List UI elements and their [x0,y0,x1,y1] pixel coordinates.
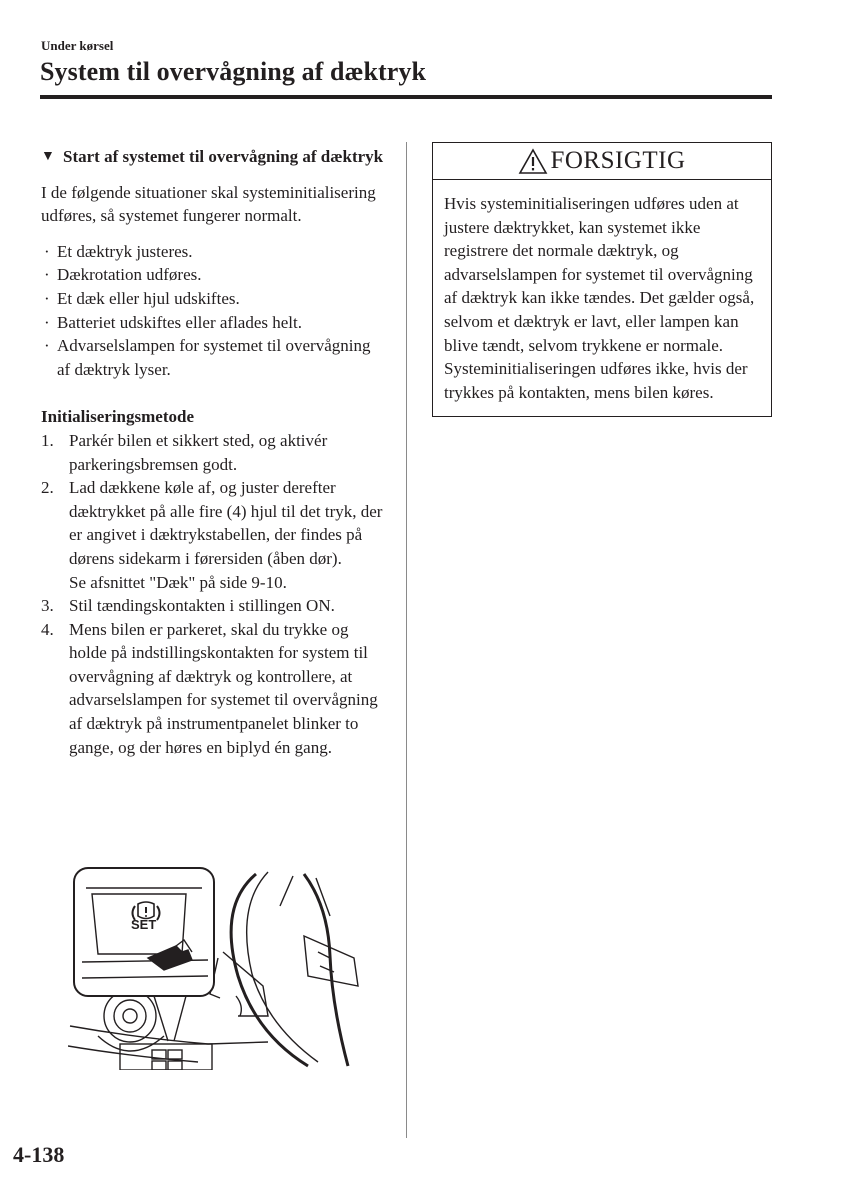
step-number: 1. [41,430,54,450]
column-divider [406,142,407,1138]
bullet-dot-icon: · [44,288,50,308]
caution-title: FORSIGTIG [550,147,686,174]
list-item-text: Advarselslampen for systemet til overvågning af dæktryk lyser. [57,336,371,379]
dashboard-illustration [68,866,368,1070]
caution-paragraph: Hvis systeminitialiseringen udføres uden at justere dæktrykket, kan systemet ikke registrere det normale dæktryk, og advarselslampen for systemet til overvågning af dæktryk kan ikke tændes. Det gælder også, selvom et dæktryk er lavt, eller lampen kan blive tændt, selvom trykkene er normale. [444,194,755,355]
title-rule [40,95,772,99]
list-item [41,311,386,335]
step-item [41,594,386,618]
step-item [41,476,386,594]
left-column [41,145,386,759]
step-text: Mens bilen er parkeret, skal du trykke og holde på indstillingskontakten for system til overvågning af dæktryk og kontrollere, at advarselslampen for systemet til overvågning af dæktryk på instrumentpanelet blinker to gange, og der høres en biplyd én gang. [69,619,378,757]
step-number: 4. [41,619,54,639]
caution-box [432,142,772,417]
caution-body [433,180,771,416]
bullet-dot-icon: · [44,336,50,356]
bullet-dot-icon: · [44,265,50,285]
set-button-label: SET [131,917,157,932]
list-item-text: Dækrotation udføres. [57,265,202,285]
list-item [41,287,386,311]
bullet-dot-icon: · [44,241,50,261]
step-reference: Se afsnittet "Dæk" på side 9-10. [69,572,287,592]
step-number: 3. [41,596,54,616]
page-number: 4-138 [13,1142,65,1167]
caution-header [433,143,771,180]
section-label: Under kørsel [41,38,114,53]
method-title: Initialiseringsmetode [41,407,194,427]
list-item [41,263,386,287]
steps-list [41,429,386,759]
subheading [41,145,386,169]
step-item [41,618,386,760]
list-item-text: Et dæktryk justeres. [57,241,193,261]
caution-paragraph: Systeminitialiseringen udføres ikke, hvis der trykkes på kontakten, mens bilen køres. [444,359,748,402]
list-item [41,240,386,264]
bullet-dot-icon: · [44,312,50,332]
situation-list [41,240,386,382]
warning-triangle-icon [518,148,548,175]
step-text: Lad dækkene køle af, og juster derefter dæktrykket på alle fire (4) hjul til det tryk, der er angivet i dæktrykstabellen, der findes på dørens sidekarm i førersiden (åben dør). [69,478,383,568]
list-item [41,334,386,381]
step-text: Stil tændingskontakten i stillingen ON. [69,596,335,616]
triangle-bullet-icon: ▼ [41,149,55,164]
page-title: System til overvågning af dæktryk [40,57,427,86]
step-number: 2. [41,478,54,498]
step-text: Parkér bilen et sikkert sted, og aktivér parkeringsbremsen godt. [69,430,328,474]
list-item-text: Et dæk eller hjul udskiftes. [57,288,240,308]
intro-paragraph: I de følgende situationer skal systeminitialisering udføres, så systemet fungerer normalt. [41,182,376,226]
step-item [41,429,386,476]
list-item-text: Batteriet udskiftes eller aflades helt. [57,312,302,332]
subheading-text: Start af systemet til overvågning af dæktryk [63,147,384,166]
